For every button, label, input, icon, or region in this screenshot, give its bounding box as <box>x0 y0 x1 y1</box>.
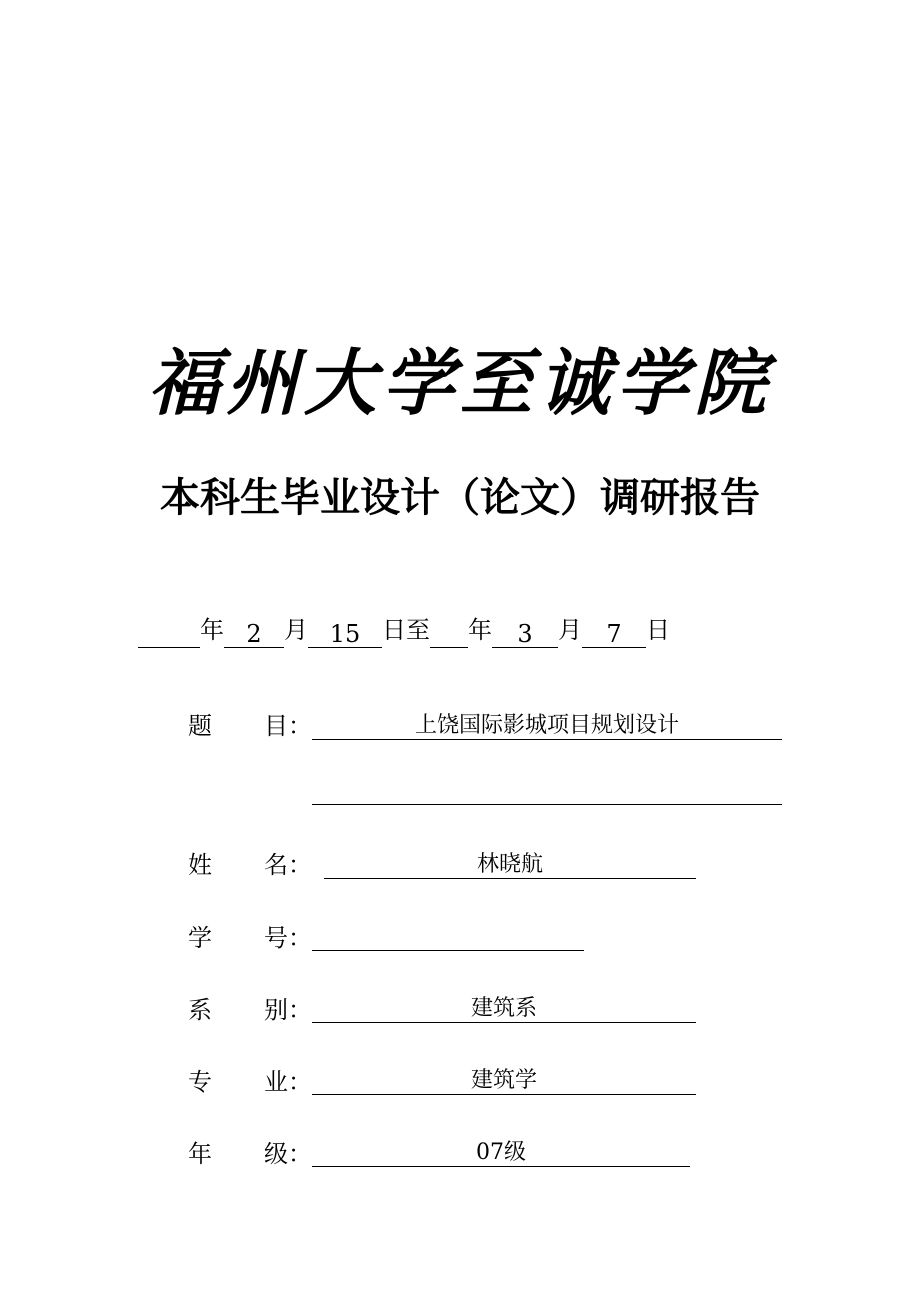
year-label: 年 <box>200 616 224 644</box>
report-title: 本科生毕业设计（论文）调研报告 <box>160 475 760 521</box>
name-label: 姓 名： <box>188 851 312 879</box>
title-label: 题 目： <box>188 712 312 740</box>
date-range <box>138 612 670 648</box>
grade-label: 年 级： <box>188 1140 312 1168</box>
day-to-label: 日至 <box>382 616 430 644</box>
school-name: 福州大学至诚学院 <box>147 340 772 425</box>
year-label: 年 <box>468 616 492 644</box>
end-year-field <box>430 617 468 648</box>
month-label: 月 <box>284 616 308 644</box>
end-month-field: 3 <box>492 617 558 648</box>
start-month-field: 2 <box>224 617 284 648</box>
student-id-field <box>312 922 584 951</box>
name-field: 林晓航 <box>324 850 696 879</box>
month-label: 月 <box>558 616 582 644</box>
department-label: 系 别： <box>188 996 312 1024</box>
start-year-field <box>138 617 200 648</box>
day-label: 日 <box>646 616 670 644</box>
title-field-line2 <box>312 776 782 805</box>
major-label: 专 业： <box>188 1068 312 1096</box>
student-id-label: 学 号： <box>188 924 312 952</box>
title-field: 上饶国际影城项目规划设计 <box>312 711 782 740</box>
grade-field: 07级 <box>312 1138 690 1167</box>
major-field: 建筑学 <box>312 1066 696 1095</box>
end-day-field: 7 <box>582 617 646 648</box>
start-day-field: 15 <box>308 617 382 648</box>
department-field: 建筑系 <box>312 994 696 1023</box>
